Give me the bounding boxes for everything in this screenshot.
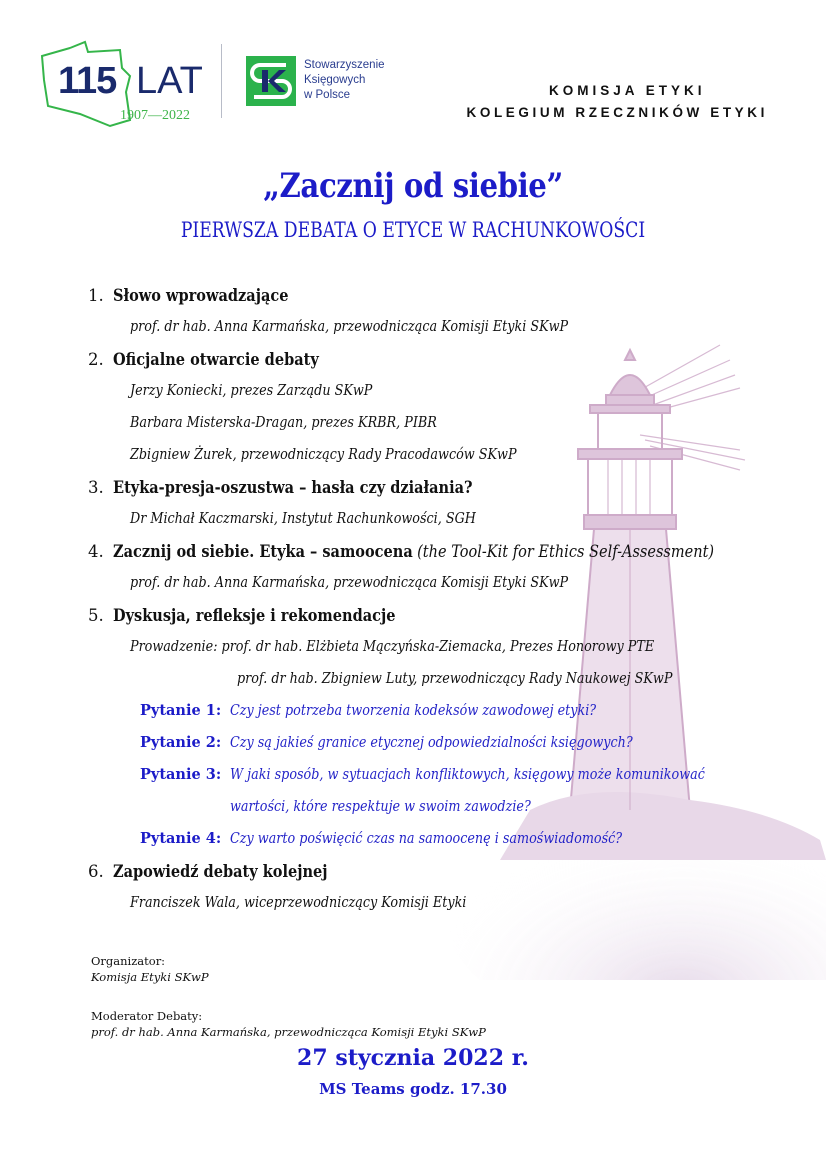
logo-years: 1907—2022 bbox=[120, 108, 190, 123]
organizer-block bbox=[91, 953, 209, 985]
item-number: 3. bbox=[88, 478, 104, 497]
event-date: 27 stycznia 2022 r. bbox=[297, 1045, 529, 1071]
question bbox=[88, 732, 808, 764]
question bbox=[88, 828, 808, 860]
question-text: Czy są jakieś granice etycznej odpowiedzialności księgowych? bbox=[230, 735, 633, 751]
question bbox=[88, 700, 808, 732]
organizer-value: Komisja Etyki SKwP bbox=[91, 970, 209, 984]
moderator-value: prof. dr hab. Anna Karmańska, przewodnicząca Komisji Etyki SKwP bbox=[91, 1025, 486, 1039]
item-speaker: Franciszek Wala, wiceprzewodniczący Komisji Etyki bbox=[130, 895, 467, 911]
skwp-logo-icon bbox=[246, 56, 296, 106]
agenda-item bbox=[88, 860, 808, 924]
item-title: Słowo wprowadzające bbox=[113, 286, 289, 305]
agenda-item bbox=[88, 540, 808, 604]
question-label: Pytanie 2: bbox=[140, 734, 222, 751]
item-title: Oficjalne otwarcie debaty bbox=[113, 350, 319, 369]
committee-heading bbox=[466, 80, 769, 124]
item-subtitle: (the Tool-Kit for Ethics Self-Assessment) bbox=[417, 542, 715, 561]
skwp-name-line: Księgowych bbox=[304, 74, 366, 86]
question-text: Czy jest potrzeba tworzenia kodeksów zawodowej etyki? bbox=[230, 703, 597, 719]
page-subtitle: PIERWSZA DEBATA O ETYCE W RACHUNKOWOŚCI bbox=[180, 218, 646, 242]
item-speaker: prof. dr hab. Anna Karmańska, przewodnicząca Komisji Etyki SKwP bbox=[130, 575, 569, 591]
skwp-name-line: w Polsce bbox=[304, 89, 351, 101]
question-text: Czy warto poświęcić czas na samoocenę i samoświadomość? bbox=[230, 831, 623, 847]
agenda-item bbox=[88, 476, 808, 540]
question bbox=[88, 764, 808, 796]
question-text-continued: wartości, które respektuje w swoim zawodzie? bbox=[230, 799, 531, 815]
committee-line-2: KOLEGIUM RZECZNIKÓW ETYKI bbox=[466, 105, 768, 120]
item-number: 2. bbox=[88, 350, 104, 369]
logo-divider bbox=[221, 44, 222, 118]
organizer-label: Organizator: bbox=[91, 954, 166, 968]
agenda-list bbox=[88, 284, 808, 924]
item-speaker: Barbara Misterska-Dragan, prezes KRBR, PIBR bbox=[130, 415, 437, 431]
logo-word: LAT bbox=[136, 60, 203, 102]
question-text: W jaki sposób, w sytuacjach konfliktowych, księgowy może komunikować bbox=[230, 767, 705, 783]
item-number: 6. bbox=[88, 862, 104, 881]
agenda-item bbox=[88, 604, 808, 860]
item-speaker: Jerzy Koniecki, prezes Zarządu SKwP bbox=[130, 383, 373, 399]
anniversary-logo bbox=[40, 40, 210, 132]
question-label: Pytanie 4: bbox=[140, 830, 222, 847]
item-title: Dyskusja, refleksje i rekomendacje bbox=[113, 606, 396, 625]
item-number: 5. bbox=[88, 606, 104, 625]
event-venue: MS Teams godz. 17.30 bbox=[319, 1080, 507, 1098]
item-number: 1. bbox=[88, 286, 104, 305]
item-title: Etyka-presja-oszustwa – hasła czy działania? bbox=[113, 478, 473, 497]
skwp-name bbox=[304, 58, 385, 103]
item-speaker: prof. dr hab. Anna Karmańska, przewodnicząca Komisji Etyki SKwP bbox=[130, 319, 569, 335]
skwp-name-line: Stowarzyszenie bbox=[304, 59, 385, 71]
moderator-block bbox=[91, 1008, 486, 1040]
page-title: „Zacznij od siebie” bbox=[263, 166, 563, 206]
item-speaker: Dr Michał Kaczmarski, Instytut Rachunkowości, SGH bbox=[130, 511, 476, 527]
question-label: Pytanie 3: bbox=[140, 766, 222, 783]
committee-line-1: KOMISJA ETYKI bbox=[548, 83, 706, 98]
item-title: Zacznij od siebie. Etyka – samoocena bbox=[113, 542, 413, 561]
question-label: Pytanie 1: bbox=[140, 702, 222, 719]
agenda-item bbox=[88, 348, 808, 476]
logo-number: 115 bbox=[58, 60, 117, 102]
moderator-label: Moderator Debaty: bbox=[91, 1009, 203, 1023]
item-title: Zapowiedź debaty kolejnej bbox=[113, 862, 328, 881]
item-number: 4. bbox=[88, 542, 104, 561]
item-moderator: Prowadzenie: prof. dr hab. Elżbieta Mączyńska-Ziemacka, Prezes Honorowy PTE bbox=[130, 639, 655, 655]
item-moderator: prof. dr hab. Zbigniew Luty, przewodniczący Rady Naukowej SKwP bbox=[237, 671, 673, 687]
item-speaker: Zbigniew Żurek, przewodniczący Rady Pracodawców SKwP bbox=[130, 447, 517, 463]
agenda-item bbox=[88, 284, 808, 348]
